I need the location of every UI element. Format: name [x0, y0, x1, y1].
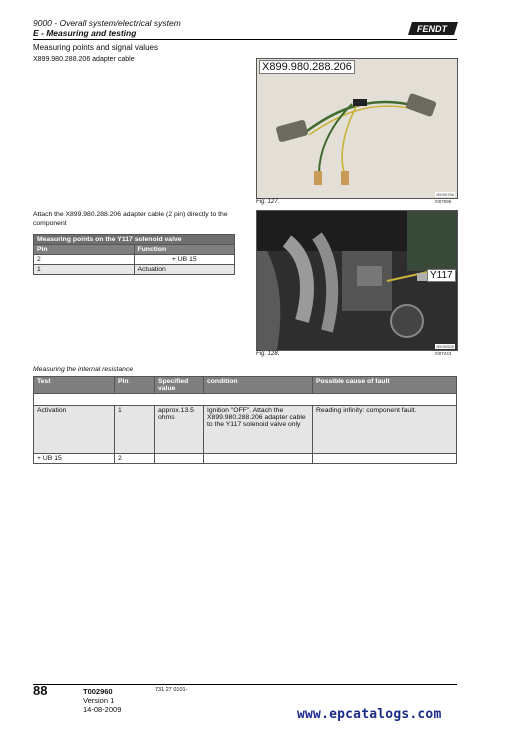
table-row [34, 265, 235, 275]
header-section: E - Measuring and testing [33, 28, 137, 38]
y117-label: Y117 [427, 269, 456, 282]
svg-text:FENDT: FENDT [417, 24, 447, 34]
resistance-caption: Measuring the internal resistance [33, 366, 134, 373]
part-number: 731 27 0101- [155, 687, 188, 693]
col-specified-value: Specified value [155, 377, 204, 394]
table-row [34, 454, 457, 464]
brand-logo [408, 21, 458, 36]
figure-128-id: I007243 [435, 351, 452, 356]
pin-cell: 2 [34, 255, 135, 265]
photo-code: IEK00535 [436, 344, 454, 349]
photo-code: IEK00756 [436, 192, 454, 197]
cable-caption: X899.980.288.206 adapter cable [33, 56, 135, 63]
col-condition: condition [204, 377, 313, 394]
pin-cell: 2 [115, 454, 155, 464]
solenoid-table [33, 234, 235, 275]
cause-cell: Reading infinity: component fault. [313, 406, 457, 454]
figure-127-caption: Fig. 127. [256, 199, 280, 205]
table-row [34, 406, 457, 454]
adapter-cable-label: X899.980.288.206 [259, 60, 355, 74]
adapter-cable-drawing [257, 59, 457, 198]
col-cause: Possible cause of fault [313, 377, 457, 394]
solenoid-header-function: Function [134, 245, 235, 255]
solenoid-header-pin: Pin [34, 245, 135, 255]
header-system: 9000 - Overall system/electrical system [33, 18, 181, 28]
figure-127-id: I007596 [435, 199, 452, 204]
document-info [83, 687, 121, 714]
page-number: 88 [33, 683, 48, 698]
spacer-row [34, 394, 457, 406]
resistance-table [33, 376, 457, 464]
condition-cell [204, 454, 313, 464]
test-cell: + UB 15 [34, 454, 115, 464]
instruction-text: Attach the X899.980.288.206 adapter cable (2 pin) directly to the component [33, 211, 228, 227]
test-cell: Activation [34, 406, 115, 454]
function-cell: Actuation [134, 265, 235, 275]
adapter-cable-photo [256, 58, 458, 199]
document-date: 14-08-2009 [83, 705, 122, 714]
function-cell: + UB 15 [134, 255, 235, 265]
pin-cell: 1 [34, 265, 135, 275]
solenoid-valve-photo [256, 210, 458, 351]
document-number: T002960 [83, 687, 113, 696]
col-test: Test [34, 377, 115, 394]
condition-cell: Ignition "OFF". Attach the X899.980.288.206 adapter cable to the Y117 solenoid valve only [204, 406, 313, 454]
table-row [34, 255, 235, 265]
section-title: Measuring points and signal values [33, 43, 158, 52]
footer-divider [33, 684, 457, 685]
pin-cell: 1 [115, 406, 155, 454]
solenoid-table-caption: Measuring points on the Y117 solenoid valve [34, 235, 235, 245]
value-cell [155, 454, 204, 464]
header-divider [33, 39, 457, 40]
document-version: Version 1 [83, 696, 115, 705]
col-pin: Pin [115, 377, 155, 394]
website-link[interactable]: www.epcatalogs.com [297, 707, 442, 722]
figure-128-caption: Fig. 128. [256, 351, 280, 357]
cause-cell [313, 454, 457, 464]
value-cell: approx.13.5 ohms [155, 406, 204, 454]
